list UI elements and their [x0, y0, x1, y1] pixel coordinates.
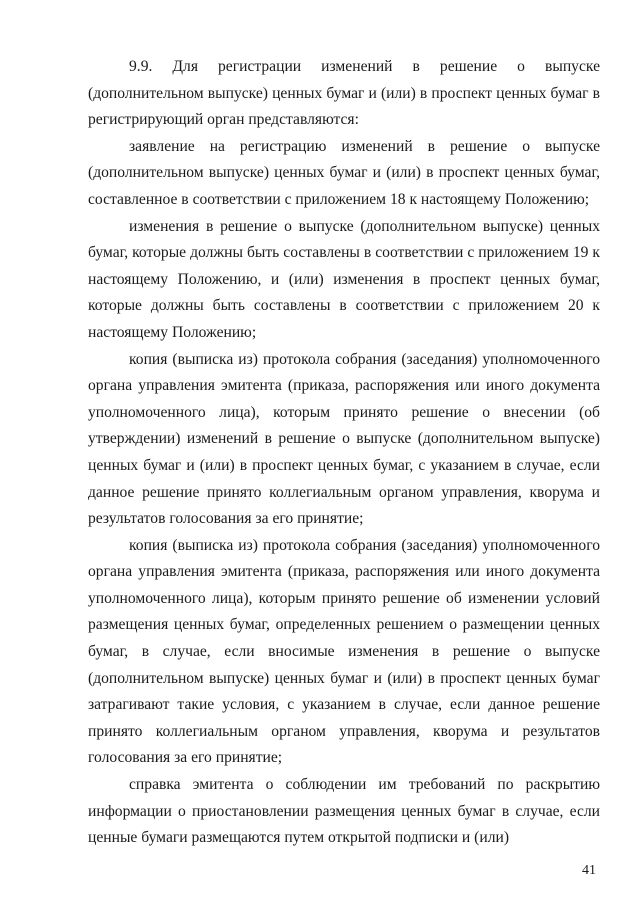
page-number: 41	[582, 863, 596, 878]
paragraph-9-9-intro: 9.9. Для регистрации изменений в решение о выпуске (дополнительном выпуске) ценных бумаг и (или) в проспект ценных бумаг в регистрирующий орган представляются:	[88, 58, 600, 129]
paragraph-protocol-copy-2: копия (выписка из) протокола собрания (заседания) уполномоченного органа управления эмитента (приказа, распоряжения или иного документа уполномоченного лица), которым принято решение об изменении условий размещения ценных бумаг, определенных решением о размещении ценных бумаг, в случае, если вносимые изменения в решение о выпуске (дополнительном выпуске) ценных бумаг и (или) в проспект ценных бумаг затрагивают такие условия, с указанием в случае, если данное решение принято коллегиальным органом управления, кворума и результатов голосования за его принятие;	[88, 536, 600, 767]
document-body	[88, 54, 600, 852]
paragraph-application: заявление на регистрацию изменений в решение о выпуске (дополнительном выпуске) ценных бумаг и (или) в проспект ценных бумаг, составленное в соответствии с приложением 18 к настоящему Положению;	[88, 137, 600, 208]
paragraph-protocol-copy-1: копия (выписка из) протокола собрания (заседания) уполномоченного органа управления эмитента (приказа, распоряжения или иного документа уполномоченного лица), которым принято решение о внесении (об утверждении) изменений в решение о выпуске (дополнительном выпуске) ценных бумаг и (или) в проспект ценных бумаг, с указанием в случае, если данное решение принято коллегиальным органом управления, кворума и результатов голосования за его принятие;	[88, 350, 600, 528]
paragraph-issuer-certificate: справка эмитента о соблюдении им требований по раскрытию информации о приостановлении размещения ценных бумаг в случае, если ценные бумаги размещаются путем открытой подписки и (или)	[88, 776, 600, 847]
paragraph-changes: изменения в решение о выпуске (дополнительном выпуске) ценных бумаг, которые должны быть составлены в соответствии с приложением 19 к настоящему Положению, и (или) изменения в проспект ценных бумаг, которые должны быть составлены в соответствии с приложением 20 к настоящему Положению;	[88, 217, 600, 341]
